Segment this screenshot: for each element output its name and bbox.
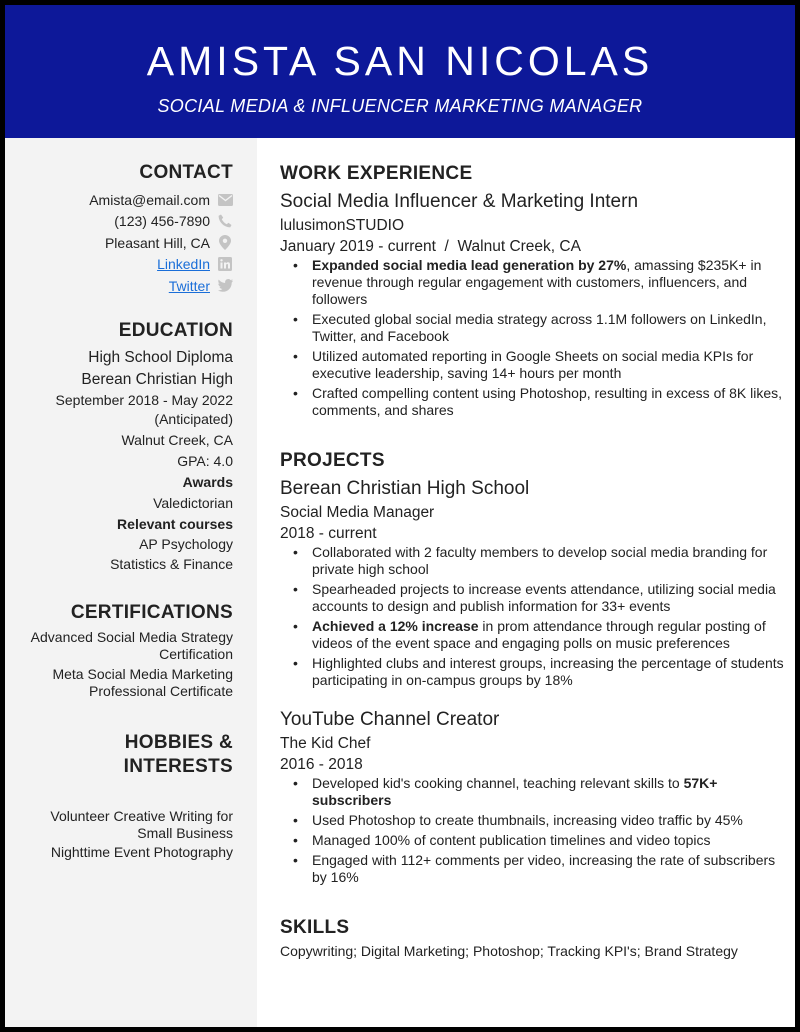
edu-dates: September 2018 - May 2022 (55, 391, 233, 408)
bullet-text: Collaborated with 2 faculty members to develop social media branding for private high school (312, 544, 768, 577)
contact-linkedin (15, 254, 233, 276)
bullet-text: in prom attendance through regular posting of videos of the event space and engaging polls on music preferences (312, 618, 766, 651)
edu-dates-note: (Anticipated) (154, 410, 233, 427)
job-company: lulusimonSTUDIO (280, 217, 405, 234)
list-item (280, 581, 785, 615)
edu-location: Walnut Creek, CA (121, 431, 233, 448)
resume-page (5, 5, 795, 1027)
list-item (280, 257, 785, 308)
list-item (280, 812, 785, 829)
twitter-link[interactable]: Twitter (168, 277, 210, 294)
list-item (280, 311, 785, 345)
course-item: AP Psychology (139, 535, 233, 552)
bullet-text: Crafted compelling content using Photoshop, resulting in excess of 8K likes, comments, and shares (312, 385, 783, 418)
list-item (280, 655, 785, 689)
project-bullets (280, 775, 785, 886)
cert-line: Advanced Social Media Strategy (30, 628, 233, 645)
cert-item-1 (15, 629, 233, 663)
candidate-title: SOCIAL MEDIA & INFLUENCER MARKETING MANAGER (157, 96, 643, 116)
contact-phone (15, 211, 233, 233)
email-text: Amista@email.com (89, 191, 210, 208)
list-item (280, 852, 785, 886)
twitter-icon[interactable] (217, 278, 233, 294)
bullet-text: Engaged with 112+ comments per video, increasing the rate of subscribers by 16% (312, 852, 776, 885)
project-title: Berean Christian High School (280, 478, 530, 499)
hobbies-heading-line: INTERESTS (123, 755, 233, 777)
resume-body (5, 138, 795, 1027)
main-content (257, 138, 795, 1027)
work-heading: WORK EXPERIENCE (280, 163, 473, 184)
skills-heading: SKILLS (280, 917, 350, 938)
project-dates: 2016 - 2018 (280, 756, 363, 773)
edu-gpa: GPA: 4.0 (177, 452, 233, 469)
envelope-icon (217, 192, 233, 208)
sidebar (5, 138, 257, 1027)
projects-heading: PROJECTS (280, 450, 385, 471)
cert-line: Certification (159, 645, 233, 662)
bullet-text: Highlighted clubs and interest groups, increasing the percentage of students participating in on-campus groups by 18% (312, 655, 784, 688)
hobby-item-1 (15, 808, 233, 842)
project-title: YouTube Channel Creator (280, 709, 500, 730)
phone-icon (217, 213, 233, 229)
bullet-bold: Achieved a 12% increase (312, 618, 479, 634)
contact-twitter (15, 275, 233, 297)
bullet-text: Used Photoshop to create thumbnails, increasing video traffic by 45% (312, 812, 743, 828)
bullet-bold: 57K+ subscribers (312, 775, 718, 808)
bullet-bold: Expanded social media lead generation by 27% (312, 257, 627, 273)
hobbies-heading-line: HOBBIES & (124, 731, 233, 753)
location-text: Pleasant Hill, CA (104, 234, 210, 251)
bullet-text: Utilized automated reporting in Google Sheets on social media KPIs for executive leadership, saving 14+ hours per month (312, 348, 754, 381)
list-item (280, 348, 785, 382)
courses-label: Relevant courses (117, 515, 233, 532)
skills-text: Copywriting; Digital Marketing; Photoshop; Tracking KPI's; Brand Strategy (280, 943, 738, 959)
list-item (280, 618, 785, 652)
project-role: The Kid Chef (280, 735, 371, 752)
education-heading: EDUCATION (118, 319, 233, 341)
certifications-heading: CERTIFICATIONS (70, 601, 233, 623)
bullet-text: Managed 100% of content publication timelines and video topics (312, 832, 711, 848)
map-pin-icon (217, 235, 233, 251)
edu-school: Berean Christian High (81, 370, 233, 388)
contact-heading: CONTACT (139, 162, 233, 183)
job-meta: January 2019 - current / Walnut Creek, CA (280, 238, 581, 255)
bullet-text: , amassing $235K+ in revenue through regular engagement with customers, influencers, and followers (312, 257, 762, 307)
cert-line: Meta Social Media Marketing (52, 665, 233, 682)
hobby-line: Nighttime Event Photography (50, 843, 233, 860)
project-bullets (280, 544, 785, 689)
edu-degree: High School Diploma (88, 348, 233, 366)
work-bullets (280, 257, 785, 419)
list-item (280, 775, 785, 809)
awards-value: Valedictorian (153, 494, 233, 511)
project-role: Social Media Manager (280, 504, 435, 521)
candidate-name: AMISTA SAN NICOLAS (146, 38, 654, 84)
hobby-item-2 (15, 844, 233, 861)
linkedin-icon[interactable] (217, 256, 233, 272)
hobbies-heading (15, 731, 233, 779)
hobby-line: Small Business (137, 824, 233, 841)
phone-text: (123) 456-7890 (114, 213, 210, 230)
linkedin-link[interactable]: LinkedIn (157, 256, 210, 273)
header (5, 5, 795, 138)
bullet-text: Spearheaded projects to increase events attendance, utilizing social media accounts to design and publish information for 33+ events (312, 581, 776, 614)
course-item: Statistics & Finance (110, 555, 233, 572)
list-item (280, 385, 785, 419)
bullet-text: Executed global social media strategy across 1.1M followers on LinkedIn, Twitter, and Facebook (312, 311, 767, 344)
project-dates: 2018 - current (280, 525, 377, 542)
cert-item-2 (15, 666, 233, 700)
bullet-text: Developed kid's cooking channel, teaching relevant skills to (312, 775, 684, 791)
awards-label: Awards (182, 473, 233, 490)
cert-line: Professional Certificate (89, 682, 233, 699)
contact-location (15, 232, 233, 254)
job-title: Social Media Influencer & Marketing Intern (280, 191, 639, 212)
hobby-line: Volunteer Creative Writing for (50, 807, 233, 824)
list-item (280, 832, 785, 849)
contact-email (15, 189, 233, 211)
list-item (280, 544, 785, 578)
